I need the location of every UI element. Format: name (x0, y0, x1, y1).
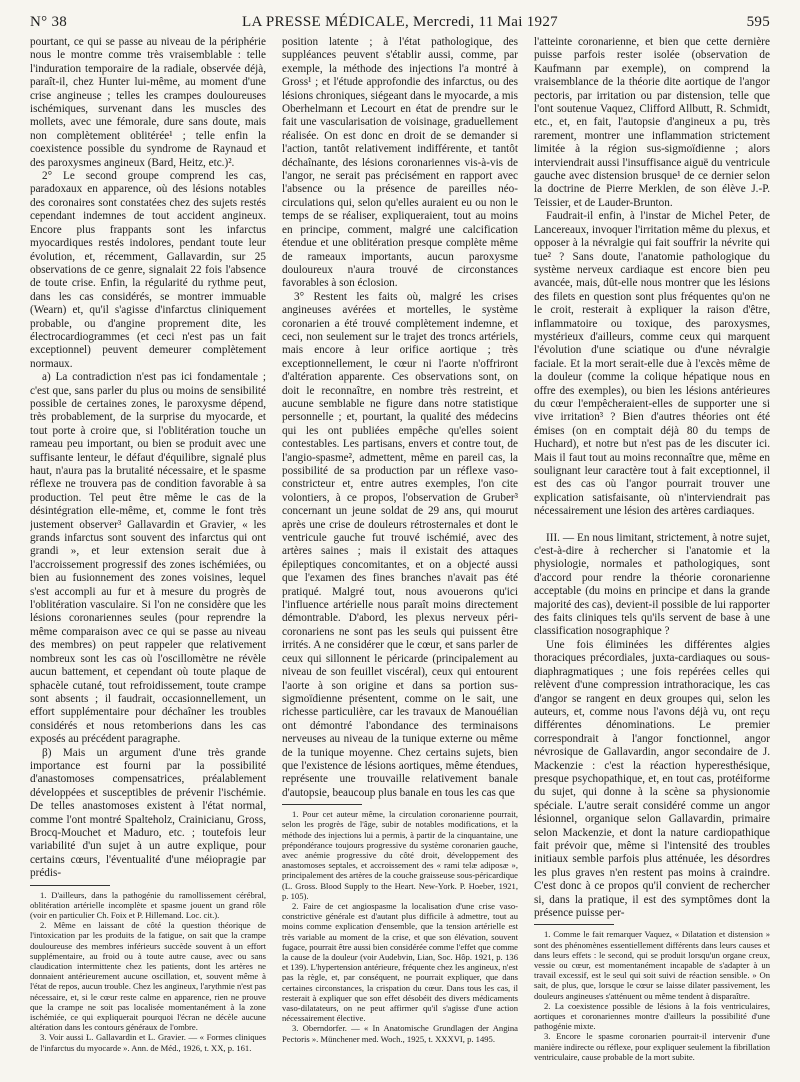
footnotes (534, 929, 770, 1062)
text-column-3 (534, 36, 770, 1076)
paragraph: a) La contradiction n'est pas ici fondamentale ; c'est que, sans parler du plus ou moins de sensibilité possible de certaines zones, le paroxysme dépend, très probablement, de la surprise du myocarde, et tout porte à croire que, si l'oblitération touche un rameau peu important, ou bien se produit avec une suffisante lenteur, le défaut d'équilibre, signalé plus haut, n'aura pas la brutalité nécessaire, et le spasme réflexe ne trouvera pas de condition favorable à sa production. Tel peut être même le cas de la désintégration elle-même, et, comme le font très justement observer³ Gallavardin et Gravier, « les grands infarctus sont souvent des infarctus qui ont grandi », et leur extension serait due à l'accroissement progressif des zones ischémiées, ou bien au fusionnement des zones voisines, lequel s'est accompli au fur et à mesure du progrès de l'oblitération vasculaire. Si l'on ne considère que les lésions coronariennes seules (pour reprendre la même comparaison avec ce qui se passe au niveau des membres) on peut rappeler que relativement nombreux sont les cas où l'oscillomètre ne révèle aucun battement, et cependant où toute plaque de sphacèle cutané, tout refroidissement, toute crampe sont absents ; il faudrait, occasionnellement, un effort supplémentaire pour déchaîner les troubles considérés et nous retomberions dans les cas exposés au précédent paragraphe. (30, 371, 266, 746)
footnote: 1. D'ailleurs, dans la pathogénie du ramollissement cérébral, oblitération artérielle incomplète et spasme jouent un grand rôle (voir en particulier Ch. Foix et P. Hillemand. Loc. cit.). (30, 889, 266, 920)
paragraph: 2° Le second groupe comprend les cas, paradoxaux en apparence, où des lésions notables des coronaires sont constatées chez des sujets restés cependant indemnes de tout accident angineux. Encore plus frappants sont les infarctus myocardiques restés indolores, pendant toute leur évolution, et, récemment, Gallavardin, sur 25 observations de ce genre, signalait 22 fois l'absence de toute crise. Enfin, la régularité du rythme peut, dans les cas considérés, se montrer immuable (Wearn) et, qu'il s'agisse d'infarctus cliniquement probable, ou d'angine proprement dite, les électrocardiogrammes (et ceci n'est pas un fait exceptionnel) peuvent demeurer complètement normaux. (30, 170, 266, 370)
footnote-divider (534, 924, 614, 925)
footnote: 1. Pour cet auteur même, la circulation coronarienne pourrait, selon les progrès de l'âge, subir de notables modifications, et la méthode des injections lui a permis, à partir de la cinquantaine, une prépondérance toujours progressive du système coronarien gauche, avec anémie progressive du côté droit, développement des anastomoses septales, et accroissement des « rami telæ adiposæ », principalement des artères de la couche graisseuse sous-péricardique (L. Gross. Blood Supply to the Heart. New-York. P. Hoeber, 1921, p. 105). (282, 809, 518, 901)
journal-title: LA PRESSE MÉDICALE, Mercredi, 11 Mai 1927 (242, 14, 558, 30)
paragraph: position latente ; à l'état pathologique, des suppléances peuvent s'établir aussi, comme, par exemple, la méthode des injections l'a montré à Gross¹ ; et l'étude approfondie des infarctus, ou des lésions chroniques, siégeant dans le myocarde, a mis Oberhelmann et Lecourt en état de prendre sur le fait une vascularisation de voisinage, graduellement réalisée. On est donc en droit de se demander si l'action, tantôt relativement indifférente, et tantôt déchaînante, des lésions coronariennes vis-à-vis de l'angor, ne serait pas précisément en rapport avec l'absence ou la présence de pareilles néo-circulations qui, selon qu'elles auraient eu ou non le temps de se réaliser, expliqueraient, tout au moins en principe, comment, malgré une calcification étendue et une oblitération presque complète même de rameaux importants, aucun paroxysme douloureux n'aura trouvé de circonstances favorables à son éclosion. (282, 36, 518, 290)
paragraph: pourtant, ce qui se passe au niveau de la périphérie nous le montre comme très vraisemblable : telle l'induration temporaire de la radiale, observée déjà, paraît-il, chez Hunter lui-même, au moment d'une crise angineuse ; telles les crampes douloureuses ischémiques, survenant dans les muscles des mollets, avec une fémorale, dure sans doute, mais non complètement oblitérée¹ ; telle enfin la coexistence possible du syndrome de Raynaud et des paroxysmes angineux (Bard, Heitz, etc.)². (30, 36, 266, 169)
page-header (30, 14, 770, 36)
paragraph: Une fois éliminées les différentes algies thoraciques précordiales, juxta-cardiaques ou sous-diaphragmatiques ; une fois repérées celles qui relèvent d'une compression intrathoracique, les cas d'angor se rangent en deux groupes qui, selon les auteurs, et, comme nous l'avons déjà vu, ont reçu différentes dénominations. Le premier correspondrait à l'angor fonctionnel, angor névrosique de Gallavardin, angor secondaire de J. Mackenzie : c'est la réaction hyperesthésique, presque psychopathique, et, en tout cas, protéiforme du sujet, qui donne à la scène sa physionomie spéciale. L'autre serait considéré comme un angor lésionnel, organique selon Gallavardin, primaire selon Mackenzie, et dont la nature cardiopathique fait prévoir que, même si l'intensité des troubles initiaux semble parfois plus atténuée, les désordres les plus graves n'en restent pas moins à craindre. C'est donc à ce propos qu'il convient de rechercher si, dans la pratique, il est des symptômes dont la présence puisse per- (534, 638, 770, 919)
spacer (534, 519, 770, 532)
footnote: 2. Faire de cet angiospasme la localisation d'une crise vaso-constrictive générale est d'autant plus difficile à admettre, tout au moins comme explication d'ensemble, que la tension artérielle est très variable au moment de la crise, et que son élévation, souvent fugace, pourrait être aussi bien considérée comme l'effet que comme la cause de la douleur (voir Audebvin, Lian, Soc. Hôp. 1921, p. 136 et 139). L'hypertension antérieure, fréquente chez les angineux, n'est pas la règle, et, par conséquent, ne pourrait expliquer, que dans certaines circonstances, la crispation du cœur. Dans tous les cas, il resterait à expliquer que son effet désobéit des divers médicaments vaso-dilatateurs, on ne peut affirmer qu'il s'agisse d'une action nécessairement élective. (282, 900, 518, 1024)
paragraph: Faudrait-il enfin, à l'instar de Michel Peter, de Lancereaux, invoquer l'irritation même du plexus, et opposer à la névralgie qui fait souffrir la névrite qui tue² ? Sans doute, l'anatomie pathologique du système nerveux cardiaque est encore bien peu avancée, mais, dût-elle nous montrer que les lésions des filets en question sont plus fréquentes qu'on ne le croit, resterait à expliquer la raison d'être, inflammatoire ou toxique, des paroxysmes, mystérieux d'ailleurs, comme ceux qui marquent l'évolution d'une sciatique ou d'une névralgie faciale. Et la mort serait-elle due à l'excès même de la douleur (comme la colique hépatique nous en offre des exemples), ou bien les lésions antérieures du cœur l'empêcheraient-elles de supporter une si vive irritation³ ? Bien d'autres théories ont été émises (on en comptait déjà 80 du temps de Huchard), et notre but n'est pas de les discuter ici. Mais il faut tout au moins reconnaître que, même en soulignant leur caractère tout à fait exceptionnel, il est des cas où l'angor pourrait trouver une explication satisfaisante, où n'interviendrait pas nécessairement une lésion des artères cardiaques. (534, 210, 770, 518)
page-number: 595 (746, 14, 770, 30)
text-column-2 (282, 36, 518, 1076)
paragraph: β) Mais un argument d'une très grande importance est fourni par la possibilité d'anastomoses compensatrices, préalablement développées et susceptibles de prévenir l'ischémie. De telles anastomoses existent à l'état normal, comme l'ont montré Spalteholz, Crainicianu, Gross, Brocq-Mouchet et Maduro, etc. ; toutefois leur variabilité d'un sujet à un autre explique, pour certains cœurs, l'éventualité d'une méiopragie par prédis- (30, 746, 266, 880)
section-paragraph: III. — En nous limitant, strictement, à notre sujet, c'est-à-dire à rechercher si l'anatomie et la physiologie, normales et pathologiques, sont d'accord pour rendre la théorie coronarienne acceptable (du moins en principe et dans la grande majorité des cas), devient-il possible de lui rapporter des faits cliniques tels qu'ils servent de base à une classification nosographique ? (534, 531, 770, 638)
footnote: 2. Même en laissant de côté la question théorique de l'intoxication par les produits de la fatigue, on sait que la crampe douloureuse des membres inférieurs succède souvent à un effort supplémentaire, au froid ou à toute autre cause, avec ou sans claudication intermittente chez les patients, dont les artères ne donnaient antérieurement aucune oscillation, et, souvent même à l'état de repos, aucun trouble. Chez les angineux, l'arythmie n'est pas nécessaire, et, si le cœur reste calme en apparence, rien ne prouve que la crampe ne soit pas localisée momentanément à la zone ischémiée, ce qui expliquerait pourquoi l'écran ne décèle aucune altération dans les contours généraux de l'ombre. (30, 920, 266, 1033)
footnote: 1. Comme le fait remarquer Vaquez, « Dilatation et distension » sont des phénomènes essentiellement différents dans leurs causes et dans leurs effets : le second, qui se produit lorsqu'un organe creux, vessie ou cœur, est momentanément incapable de s'adapter à un travail excessif, est le seul qui soit suivi de réaction sensible. » On sait, de plus, que, lorsque le cœur se laisse dilater passivement, les douleurs angineuses s'atténuent ou même tendent à disparaître. (534, 929, 770, 1001)
footnotes (282, 809, 518, 1044)
footnote-divider (30, 885, 110, 886)
paragraph: 3° Restent les faits où, malgré les crises angineuses avérées et mortelles, le système coronarien a été trouvé complètement indemne, et ceci, non seulement sur le trajet des troncs artériels, mais encore à leur orifice aortique ; très exceptionnellement, le cœur ni l'aorte n'offriront d'altération apparente. Ces observations sont, on doit le reconnaître, en nombre très restreint, et aucune semblable ne figure dans notre statistique personnelle ; et, pourtant, la qualité des médecins qui les ont publiées empêche qu'elles soient contestables. Les partisans, envers et contre tout, de l'angio-spasme², admettent, même en pareil cas, la possibilité de sa production par un réflexe vaso-constricteur et, entre autres exemples, l'on cite volontiers, à ce propos, l'observation de Gruber³ concernant un jeune soldat de 29 ans, qui mourut après une crise de douleurs rétrosternales et dont le ventricule gauche fut trouvé ischémié, avec des artères saines ; mais il existait des attaques épileptiques concomitantes, et on a objecté aussi que l'examen des fines branches n'avait pas été pratiqué. Malgré tout, nous avouerons qu'ici l'influence artérielle nous paraît moins directement démontrable. D'abord, les plexus nerveux péri-coronariens ne sont pas les seuls qui puissent être irrités. A ne considérer que le cœur, et sans parler de ceux qui sillonnent le péricarde (principalement au niveau de son feuillet viscéral), ceux qui entourent l'aorte à son origine et dans sa portion sus-sigmoïdienne présentent, comme on le sait, une richesse particulière, car les travaux de Manouélian ont démontré l'abondance des terminaisons nerveuses au niveau de la tunique externe ou même de la tunique moyenne. Chez certains sujets, bien que l'existence de lésions aortiques, même étendues, représente une trouvaille relativement banale d'autopsie, beaucoup plus banale en tous les cas que (282, 290, 518, 799)
footnote: 2. La coexistence possible de lésions à la fois ventriculaires, aortiques et coronariennes montre d'ailleurs la possibilité d'une pathogénie mixte. (534, 1000, 770, 1032)
text-column-1 (30, 36, 266, 1076)
issue-number: N° 38 (30, 14, 68, 30)
footnotes (30, 890, 266, 1053)
footnote: 3. Encore le spasme coronarien pourrait-il intervenir d'une manière indirecte ou réflexe, pour expliquer seulement la fibrillation ventriculaire, cause probable de la mort subite. (534, 1031, 770, 1062)
footnote: 3. Oberndorfer. — « In Anatomische Grundlagen der Angina Pectoris ». Münchener med. Woch., 1925, t. XXXVI, p. 1495. (282, 1023, 518, 1044)
footnote: 3. Voir aussi L. Gallavardin et L. Gravier. — « Formes cliniques de l'infarctus du myocarde ». Ann. de Méd., 1926, t. XX, p. 161. (30, 1032, 266, 1053)
footnote-divider (282, 804, 362, 805)
paragraph: l'atteinte coronarienne, et bien que cette dernière puisse parfois rester isolée (observation de Kaufmann par exemple), on comprend la vraisemblance de la théorie dite aortique de l'angor pectoris, par irritation ou par distension, telle que l'ont soutenue Vaquez, Clifford Allbutt, R. Schmidt, etc., et, en fait, l'autopsie d'angineux a pu, très rarement, montrer une inflammation strictement limitée à la région sus-sigmoïdienne ; alors interviendrait aussi l'insuffisance aiguë du ventricule gauche avec distension brusque¹ de ce dernier selon la doctrine de Pierre Merklen, de son élève J.-P. Teissier, et de Lauder-Brunton. (534, 36, 770, 209)
